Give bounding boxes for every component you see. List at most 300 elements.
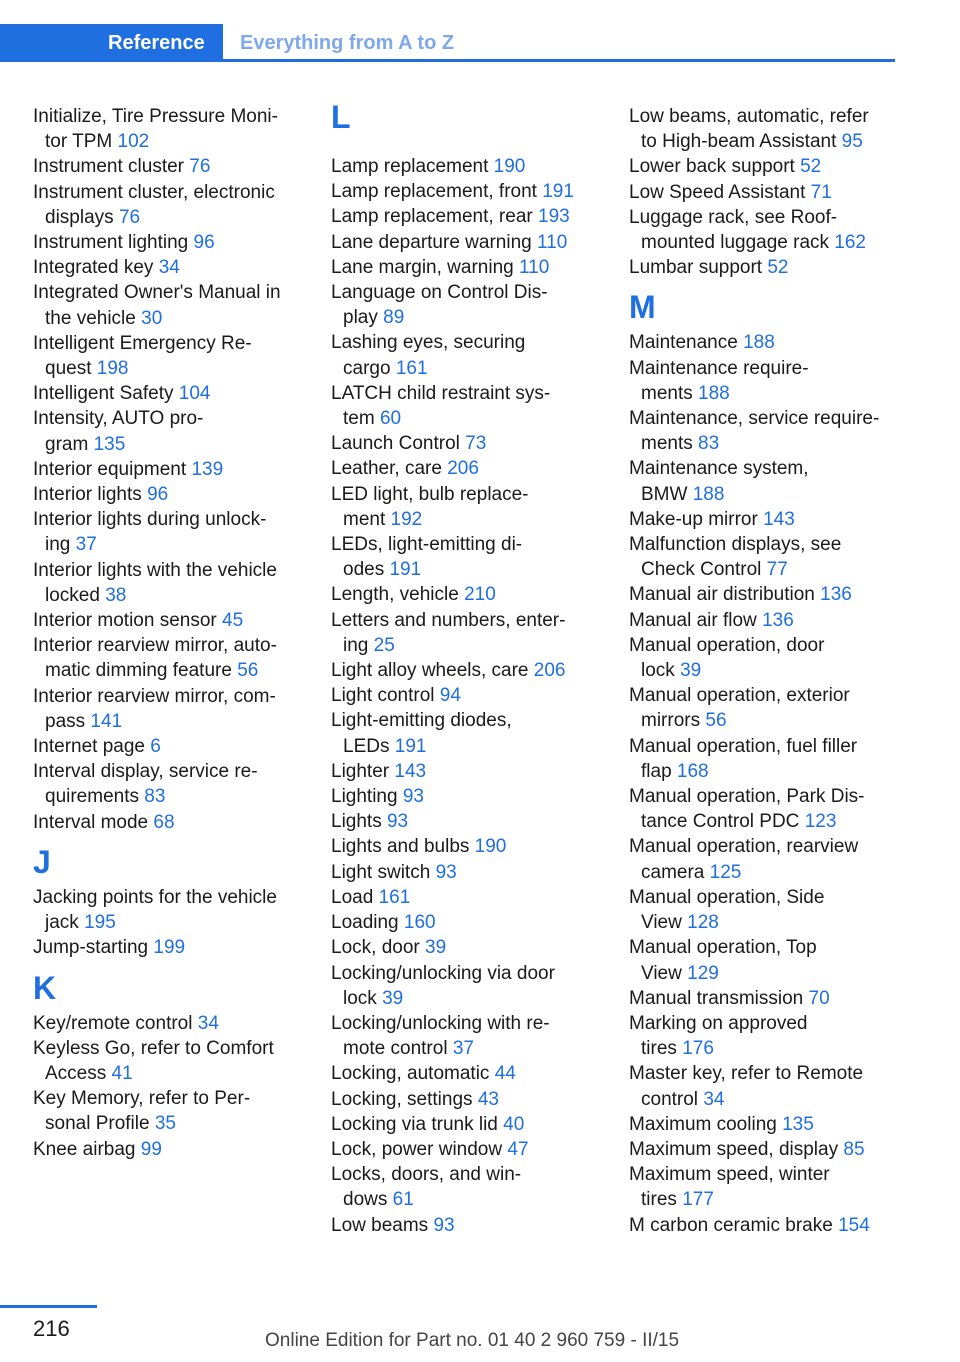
index-entry (331, 1213, 599, 1238)
tab-everything-a-to-z[interactable]: Everything from A to Z (240, 32, 455, 54)
index-entry (33, 759, 301, 809)
index-entry (331, 255, 599, 280)
page-link[interactable]: 161 (378, 886, 411, 908)
page-link[interactable]: 135 (93, 433, 126, 455)
index-entry (33, 507, 301, 557)
index-term-continuation: quest (45, 358, 92, 380)
index-term-continuation: mote control (343, 1038, 448, 1060)
page-link[interactable]: 136 (762, 609, 794, 631)
index-term-continuation: tance Control PDC (641, 811, 800, 833)
page-link[interactable]: 83 (144, 786, 166, 808)
page-link[interactable]: 162 (834, 232, 866, 254)
index-term: Key/remote control (33, 1012, 193, 1034)
page-link[interactable]: 96 (147, 484, 169, 506)
section-letter: L (331, 99, 351, 135)
index-term: LEDs, light-emitting di- (331, 534, 523, 556)
index-term: Knee airbag (33, 1138, 136, 1160)
index-term: Locking, settings (331, 1088, 473, 1110)
index-term: Lower back support (629, 156, 795, 178)
index-entry (331, 759, 599, 784)
index-entry (331, 961, 599, 1011)
index-entry (33, 406, 301, 456)
page-link[interactable]: 44 (494, 1063, 516, 1085)
index-term: Intelligent Emergency Re- (33, 332, 252, 354)
page-link[interactable]: 93 (386, 811, 409, 833)
page-number-rule (0, 1305, 97, 1308)
index-term: Light alloy wheels, care (331, 660, 529, 682)
page-link[interactable]: 190 (493, 156, 526, 177)
index-term-continuation: LEDs (343, 735, 390, 757)
index-entry (331, 809, 599, 834)
page-link[interactable]: 160 (403, 912, 436, 934)
index-entry (629, 154, 897, 179)
index-entry (33, 734, 301, 759)
index-column-3 (629, 104, 897, 1238)
index-entry (629, 633, 897, 683)
index-term-continuation: jack (45, 912, 79, 934)
page-link[interactable]: 94 (439, 685, 461, 707)
index-term: Interval mode (33, 811, 149, 833)
page-link[interactable]: 143 (394, 760, 427, 782)
index-term: Interior motion sensor (33, 610, 217, 632)
index-entry (331, 860, 599, 885)
page-link[interactable]: 40 (503, 1113, 525, 1135)
index-term: Interior lights during unlock- (33, 509, 267, 531)
index-term: Lane departure warning (331, 231, 532, 253)
page-link[interactable]: 161 (395, 357, 428, 379)
index-term-continuation: camera (641, 861, 705, 883)
index-entry (33, 935, 301, 960)
edition-footer: Online Edition for Part no. 01 40 2 960 759 - II/15 (265, 1330, 680, 1351)
index-entry (629, 532, 897, 582)
index-term-continuation: dows (343, 1189, 388, 1211)
page-link[interactable]: 176 (682, 1038, 714, 1060)
index-entry (33, 558, 301, 608)
index-term: Intelligent Safety (33, 383, 174, 405)
index-entry (331, 154, 599, 179)
page-link[interactable]: 96 (193, 232, 215, 254)
index-entry (629, 1162, 897, 1212)
page-link[interactable]: 76 (118, 206, 141, 228)
index-term: Lighting (331, 786, 398, 808)
header-tabbar (0, 24, 895, 62)
index-term-continuation: ment (343, 508, 386, 530)
index-entry (331, 1087, 599, 1112)
index-term: Jump-starting (33, 937, 149, 959)
page-link[interactable]: 128 (687, 912, 719, 934)
index-entry (33, 482, 301, 507)
index-term: Interior equipment (33, 458, 187, 480)
index-entry (629, 582, 897, 607)
index-term-continuation: BMW (641, 483, 688, 505)
index-term-continuation: displays (45, 206, 114, 228)
page-link[interactable]: 177 (682, 1189, 714, 1211)
index-term-continuation: matic dimming feature (45, 660, 232, 682)
page-link[interactable]: 73 (465, 433, 487, 455)
index-entry (331, 1061, 599, 1086)
index-entry (33, 180, 301, 230)
index-term: Lashing eyes, securing (331, 332, 526, 354)
index-column-2 (331, 99, 599, 1238)
page-link[interactable]: 37 (75, 534, 97, 556)
index-term: Manual operation, Side (629, 886, 825, 908)
page-link[interactable]: 93 (435, 861, 457, 883)
index-entry (33, 1011, 301, 1036)
index-term: Interior rearview mirror, auto- (33, 635, 277, 657)
index-entry (331, 179, 599, 204)
page-link[interactable]: 135 (782, 1113, 814, 1135)
page-link[interactable]: 6 (150, 736, 161, 758)
index-entry (33, 457, 301, 482)
page-link[interactable]: 192 (390, 508, 423, 530)
index-entry (331, 230, 599, 255)
page-link[interactable]: 188 (692, 483, 725, 505)
index-term-continuation: odes (343, 559, 385, 581)
index-entry (629, 1112, 897, 1137)
index-term: Locking, automatic (331, 1063, 490, 1085)
index-entry (33, 633, 301, 683)
index-entry (33, 230, 301, 255)
index-term: Master key, refer to Remote (629, 1063, 864, 1085)
index-entry (33, 1137, 301, 1162)
index-entry (629, 935, 897, 985)
index-term: Manual operation, rearview (629, 836, 859, 858)
index-term: Instrument cluster, electronic (33, 181, 275, 203)
index-term-continuation: lock (343, 987, 377, 1009)
index-entry (33, 280, 301, 330)
index-entry (629, 784, 897, 834)
index-entry (629, 205, 897, 255)
index-entry (629, 356, 897, 406)
index-entry (33, 885, 301, 935)
page-number: 216 (33, 1316, 70, 1341)
page-link[interactable]: 193 (538, 206, 570, 228)
index-term: Manual air flow (629, 609, 757, 631)
page-link[interactable]: 191 (389, 559, 422, 581)
index-entry (33, 608, 301, 633)
page-link[interactable]: 70 (808, 987, 830, 1009)
page-link[interactable]: 39 (680, 660, 702, 682)
page-link[interactable]: 52 (767, 257, 789, 279)
index-term-continuation: locked (45, 584, 100, 606)
page-link[interactable]: 47 (507, 1138, 529, 1160)
index-term: Internet page (33, 736, 145, 758)
section-letter: K (33, 969, 57, 1006)
index-term: Lamp replacement, front (331, 181, 537, 203)
index-entry (331, 381, 599, 431)
page-link[interactable]: 95 (841, 131, 863, 153)
index-term-continuation: ing (343, 634, 369, 656)
index-entry (629, 255, 897, 280)
page-link[interactable]: 143 (763, 508, 795, 530)
index-term-continuation: flap (641, 760, 672, 782)
index-entry (331, 582, 599, 607)
index-term: Intensity, AUTO pro- (33, 408, 204, 430)
page-link[interactable]: 125 (709, 861, 742, 883)
page-link[interactable]: 38 (105, 584, 127, 606)
index-term: LATCH child restraint sys- (331, 382, 551, 404)
index-term-continuation: tor TPM (45, 131, 113, 153)
index-term-continuation: tires (641, 1038, 677, 1060)
page-link[interactable]: 39 (425, 937, 447, 959)
page-link[interactable]: 77 (766, 559, 788, 581)
page-link[interactable]: 198 (96, 358, 129, 380)
index-term: Manual operation, exterior (629, 685, 850, 707)
index-entry (33, 331, 301, 381)
index-term: Lock, door (331, 937, 420, 959)
page-link[interactable]: 195 (84, 912, 116, 934)
index-term-continuation: the vehicle (45, 307, 136, 329)
index-term: Key Memory, refer to Per- (33, 1088, 251, 1110)
index-term: Locks, doors, and win- (331, 1164, 522, 1186)
index-entry (331, 456, 599, 481)
index-entry (629, 180, 897, 205)
page-link[interactable]: 141 (90, 710, 123, 732)
index-term: Lights and bulbs (331, 836, 470, 858)
index-entry (331, 482, 599, 532)
index-term: Keyless Go, refer to Comfort (33, 1037, 274, 1059)
index-entry (331, 431, 599, 456)
page-link[interactable]: 93 (402, 786, 424, 808)
index-term: Manual air distribution (629, 584, 815, 606)
page-link[interactable]: 188 (698, 382, 730, 404)
index-term: Manual operation, door (629, 634, 825, 656)
index-entry (33, 1086, 301, 1136)
index-term-continuation: to High-beam Assistant (641, 131, 837, 153)
index-entry (331, 1137, 599, 1162)
index-term: Lamp replacement (331, 156, 489, 177)
index-entry (629, 104, 897, 154)
index-entry (331, 330, 599, 380)
index-entry (331, 1162, 599, 1212)
index-term-continuation: ments (641, 433, 693, 455)
page-link[interactable]: 188 (743, 332, 775, 354)
page-link[interactable]: 191 (394, 735, 427, 757)
index-term: Light control (331, 685, 435, 707)
index-term: Language on Control Dis- (331, 282, 548, 304)
index-entry (33, 104, 301, 154)
index-entry (331, 784, 599, 809)
index-term-continuation: View (641, 962, 682, 984)
index-term: Light switch (331, 861, 431, 883)
index-term-continuation: View (641, 912, 682, 934)
page-link[interactable]: 102 (117, 131, 150, 153)
page-link[interactable]: 41 (111, 1062, 133, 1084)
index-term: Jacking points for the vehicle (33, 886, 277, 908)
page-link[interactable]: 191 (542, 181, 574, 203)
tab-reference[interactable]: Reference (0, 24, 223, 62)
index-term: Marking on approved (629, 1012, 808, 1034)
index-term: Maximum speed, winter (629, 1164, 830, 1186)
index-entry (629, 456, 897, 506)
page-link[interactable]: 56 (705, 710, 727, 732)
index-term: Lights (331, 811, 382, 833)
index-term-continuation: control (641, 1088, 699, 1110)
index-term: Letters and numbers, enter- (331, 609, 566, 631)
index-term: Manual operation, Park Dis- (629, 786, 865, 808)
index-term-continuation: mirrors (641, 710, 701, 732)
index-term: Maintenance (629, 332, 738, 354)
index-term: Locking/unlocking via door (331, 962, 555, 984)
index-entry (331, 1011, 599, 1061)
index-entry (629, 834, 897, 884)
page-link[interactable]: 60 (379, 408, 402, 430)
index-term: Low beams, automatic, refer (629, 106, 869, 127)
index-entry (629, 1011, 897, 1061)
index-entry (629, 683, 897, 733)
page-link[interactable]: 39 (382, 987, 404, 1009)
index-term: Locking via trunk lid (331, 1113, 498, 1135)
index-term: Instrument lighting (33, 232, 189, 254)
index-term: Lane margin, warning (331, 256, 514, 278)
index-entry (331, 204, 599, 229)
page-link[interactable]: 56 (237, 660, 259, 682)
index-entry (331, 910, 599, 935)
index-term-continuation: tires (641, 1189, 677, 1211)
page-link[interactable]: 35 (154, 1113, 176, 1135)
index-term: Maintenance system, (629, 458, 809, 480)
index-term-continuation: cargo (343, 357, 391, 379)
index-term: Malfunction displays, see (629, 534, 842, 556)
index-entry (331, 608, 599, 658)
index-term: Loading (331, 912, 399, 934)
index-term-continuation: gram (45, 433, 89, 455)
page-link[interactable]: 85 (843, 1138, 865, 1160)
page-link[interactable]: 123 (804, 811, 837, 833)
index-term: Low beams (331, 1214, 429, 1236)
index-entry (331, 885, 599, 910)
index-entry (33, 255, 301, 280)
page-link[interactable]: 52 (800, 156, 822, 178)
page-link[interactable]: 154 (838, 1214, 870, 1236)
page-link[interactable]: 110 (519, 256, 550, 278)
index-term: Interior lights with the vehicle (33, 559, 277, 581)
index-entry (331, 532, 599, 582)
index-term-continuation: sonal Profile (45, 1113, 150, 1135)
section-letter: J (33, 843, 51, 880)
index-term: Interior lights (33, 484, 142, 506)
index-entry (33, 381, 301, 406)
index-entry (629, 734, 897, 784)
index-term-continuation: tem (343, 408, 375, 430)
page-link[interactable]: 93 (433, 1214, 455, 1236)
page-link[interactable]: 61 (392, 1189, 414, 1211)
index-term: Light-emitting diodes, (331, 710, 512, 732)
index-term: Lamp replacement, rear (331, 206, 533, 228)
index-term: Interior rearview mirror, com- (33, 685, 276, 707)
page-link[interactable]: 34 (197, 1012, 219, 1034)
index-term-continuation: Access (45, 1062, 107, 1084)
index-term: Locking/unlocking with re- (331, 1012, 550, 1034)
page-link[interactable]: 136 (820, 584, 852, 606)
page-link[interactable]: 110 (536, 231, 568, 253)
page-link[interactable]: 139 (191, 458, 224, 480)
page-link[interactable]: 76 (189, 156, 211, 178)
page-link[interactable]: 210 (464, 584, 496, 606)
index-term: Maximum speed, display (629, 1138, 839, 1160)
page-link[interactable]: 206 (447, 458, 479, 480)
index-term: Integrated Owner's Manual in (33, 282, 281, 304)
index-term-continuation: ments (641, 382, 693, 404)
index-term: Integrated key (33, 257, 154, 279)
page-link[interactable]: 83 (698, 433, 720, 455)
index-entry (629, 608, 897, 633)
page-link[interactable]: 89 (383, 307, 405, 329)
page-link[interactable]: 30 (141, 307, 163, 329)
index-entry (33, 684, 301, 734)
index-column-1 (33, 104, 301, 1162)
page-link[interactable]: 206 (533, 660, 566, 682)
index-term: Low Speed Assistant (629, 181, 806, 203)
index-entry (629, 1213, 897, 1238)
index-term: Initialize, Tire Pressure Moni- (33, 106, 278, 127)
index-entry (331, 935, 599, 960)
index-term: Manual operation, fuel filler (629, 735, 858, 757)
index-entry (33, 1036, 301, 1086)
section-letter: M (629, 289, 656, 326)
index-term: LED light, bulb replace- (331, 483, 529, 505)
index-term: Load (331, 886, 374, 908)
page-link[interactable]: 34 (703, 1088, 725, 1110)
index-term: Luggage rack, see Roof- (629, 206, 838, 228)
index-entry (331, 834, 599, 859)
page-link[interactable]: 45 (222, 610, 244, 632)
index-term: M carbon ceramic brake (629, 1214, 833, 1236)
index-entry (331, 658, 599, 683)
index-term: Manual operation, Top (629, 937, 817, 959)
index-entry (33, 810, 301, 835)
page-link[interactable]: 168 (676, 760, 709, 782)
index-term: Launch Control (331, 433, 460, 455)
index-entry (629, 986, 897, 1011)
page-link[interactable]: 68 (153, 811, 175, 833)
index-term-continuation: mounted luggage rack (641, 232, 830, 254)
page-link[interactable]: 199 (153, 937, 186, 959)
index-entry (33, 154, 301, 179)
header-rule (223, 59, 895, 62)
index-term: Maximum cooling (629, 1113, 777, 1135)
page-link[interactable]: 43 (477, 1088, 499, 1110)
index-entry (331, 1112, 599, 1137)
index-entry (331, 708, 599, 758)
index-term-continuation: Check Control (641, 559, 762, 581)
index-term-continuation: pass (45, 710, 86, 732)
page-link[interactable]: 25 (373, 634, 395, 656)
index-entry (629, 1137, 897, 1162)
page-link[interactable]: 34 (158, 257, 180, 279)
index-term: Leather, care (331, 458, 442, 480)
page-link[interactable]: 104 (178, 383, 211, 405)
index-entry (629, 330, 897, 355)
index-entry (331, 280, 599, 330)
index-term-continuation: lock (641, 660, 675, 682)
page-link[interactable]: 190 (474, 836, 507, 858)
page-link[interactable]: 129 (687, 962, 719, 984)
page-link[interactable]: 71 (810, 181, 832, 203)
index-term-continuation: quirements (45, 786, 139, 808)
index-term: Make-up mirror (629, 508, 758, 530)
index-term: Lock, power window (331, 1138, 503, 1160)
index-entry (629, 885, 897, 935)
index-entry (629, 406, 897, 456)
index-term: Instrument cluster (33, 156, 184, 178)
page-link[interactable]: 37 (452, 1038, 474, 1060)
page-link[interactable]: 99 (140, 1138, 162, 1160)
index-term-continuation: play (343, 307, 378, 329)
index-term-continuation: ing (45, 534, 71, 556)
index-term: Lighter (331, 760, 390, 782)
index-term: Maintenance, service require- (629, 408, 880, 430)
